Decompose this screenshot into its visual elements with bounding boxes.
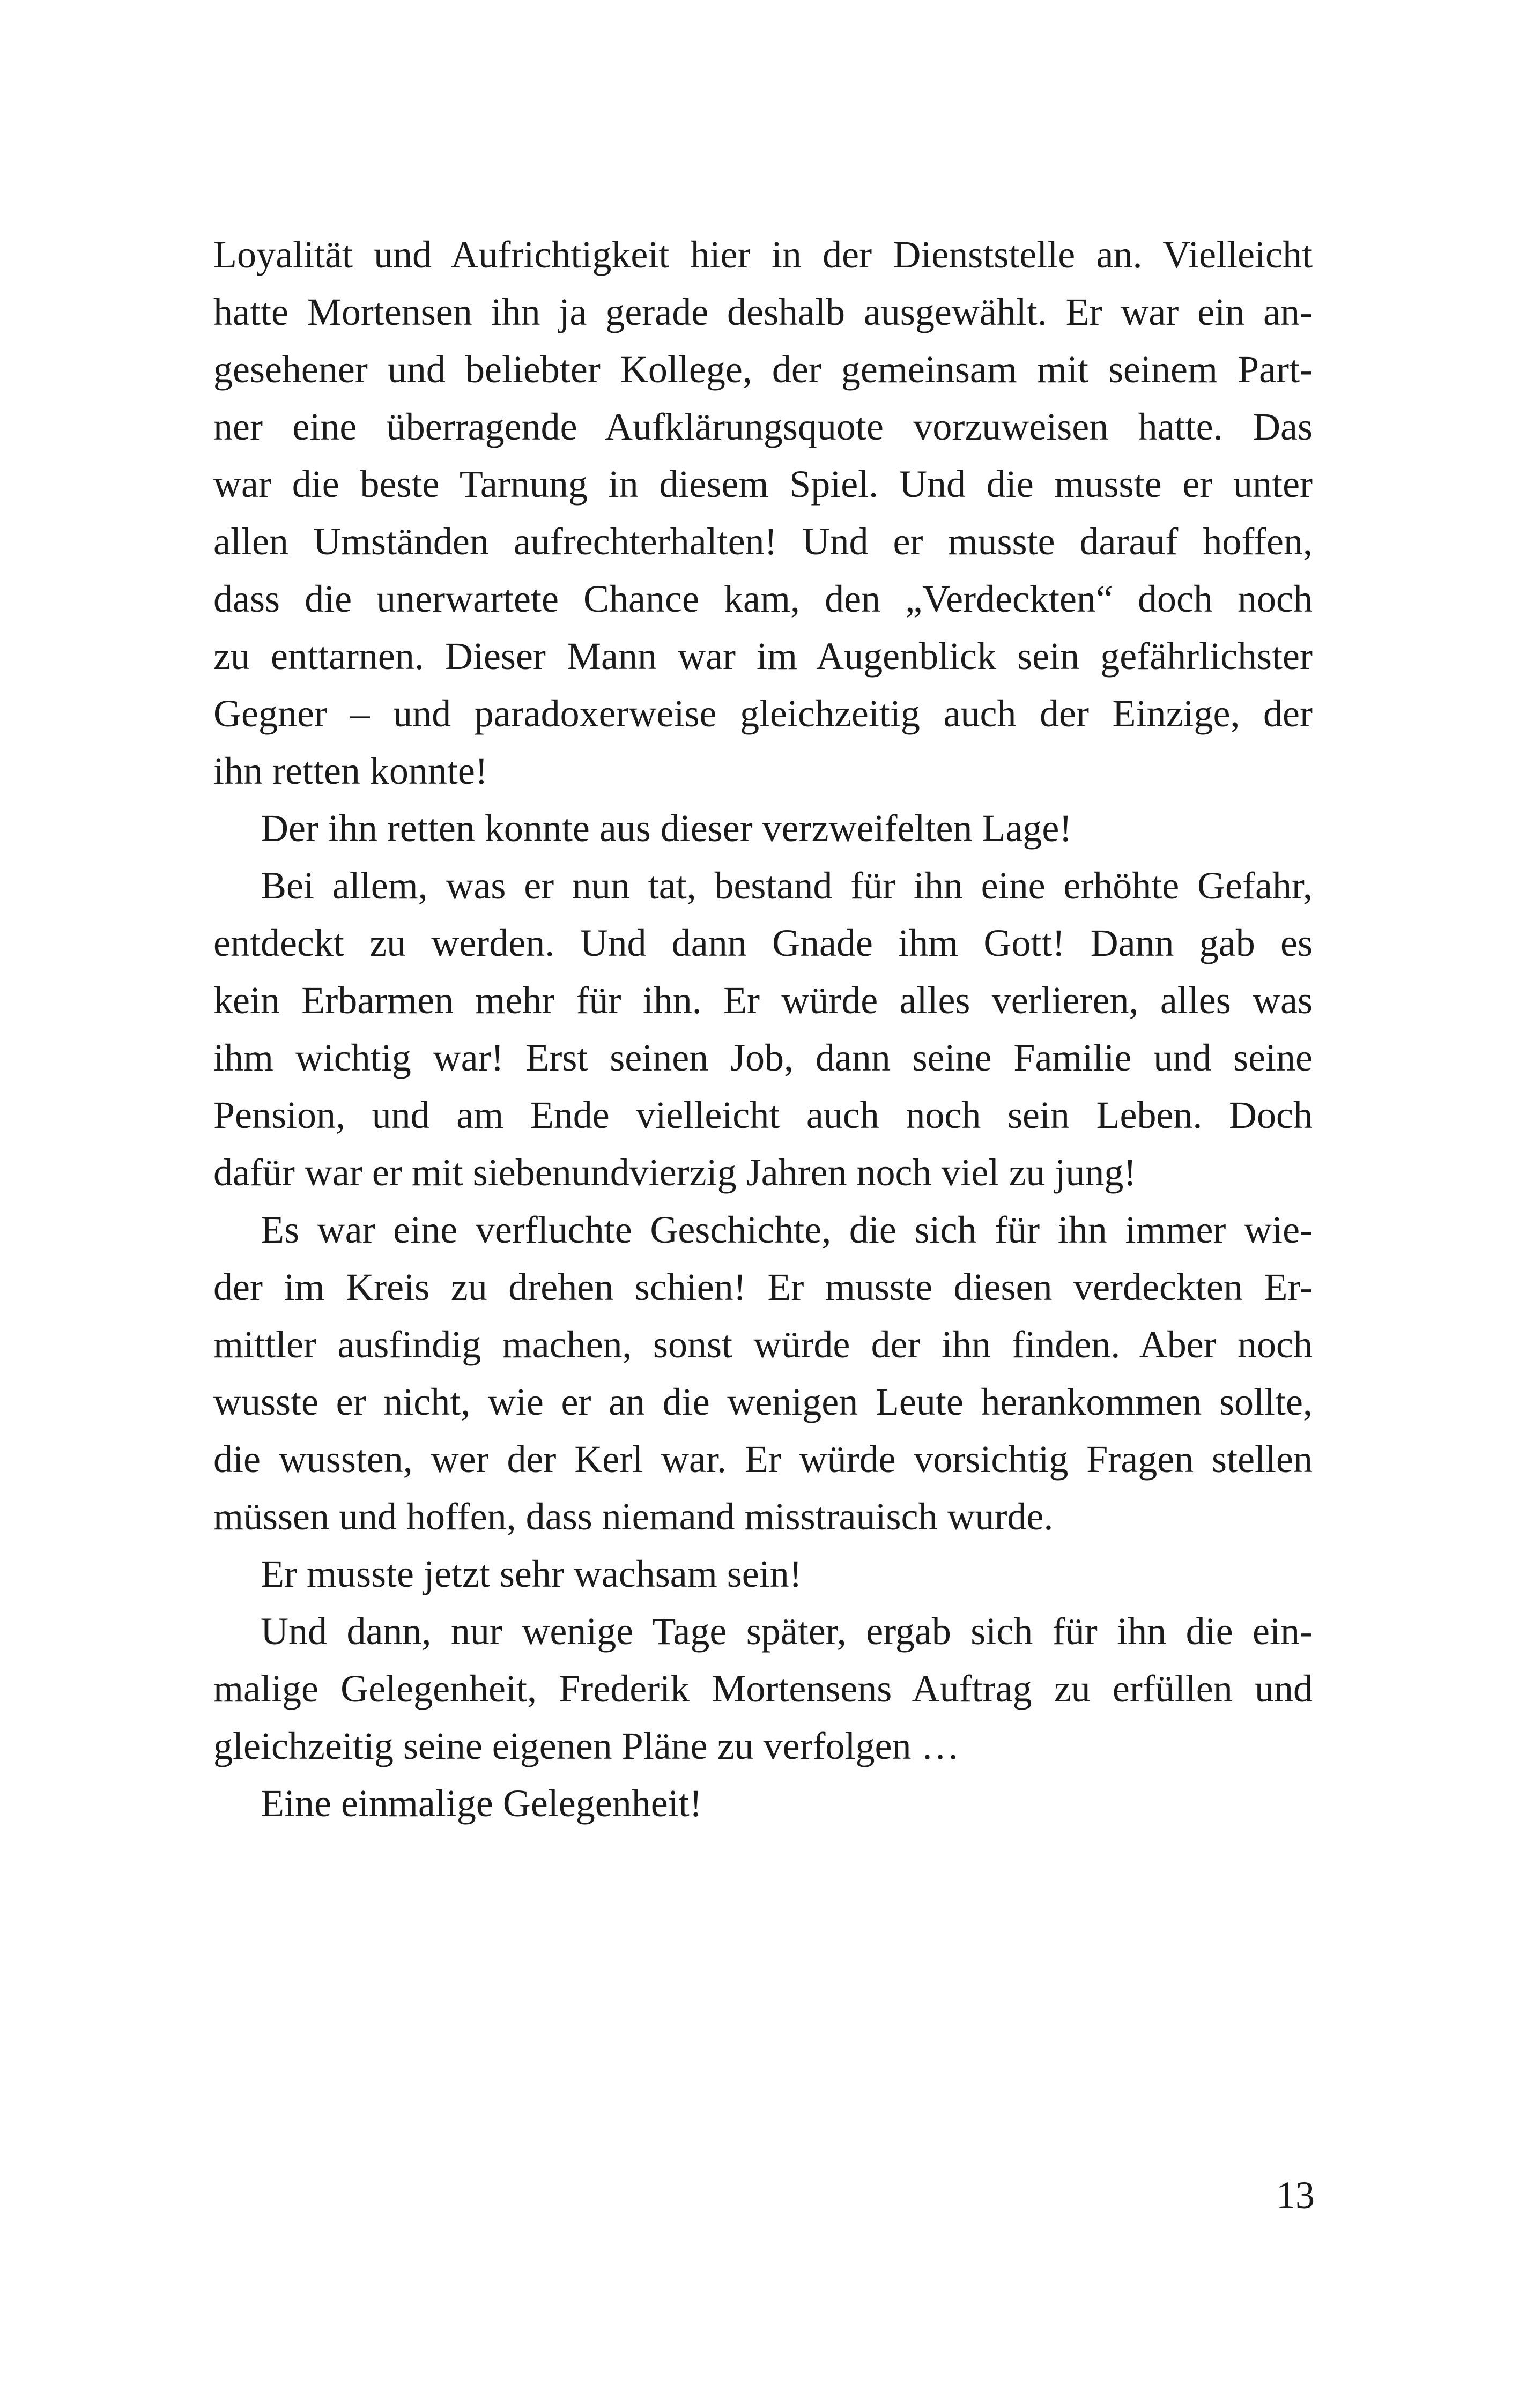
text-line: allen Umständen aufrechterhalten! Und er musste darauf hoffen, [213, 520, 1313, 563]
text-line: Pension, und am Ende vielleicht auch noch sein Leben. Doch [213, 1094, 1313, 1136]
text-line: müssen und hoffen, dass niemand misstrauisch wurde. [213, 1495, 1054, 1538]
text-line: Es war eine verfluchte Geschichte, die sich für ihn immer wie- [261, 1208, 1313, 1251]
text-line: malige Gelegenheit, Frederik Mortensens Auftrag zu erfüllen und [213, 1667, 1313, 1710]
text-line: gleichzeitig seine eigenen Pläne zu verfolgen … [213, 1725, 960, 1767]
text-line: dass die unerwartete Chance kam, den „Verdeckten“ doch noch [213, 577, 1313, 620]
text-line: entdeckt zu werden. Und dann Gnade ihm Gott! Dann gab es [213, 921, 1313, 964]
text-line: dafür war er mit siebenundvierzig Jahren noch viel zu jung! [213, 1151, 1137, 1194]
text-line: gesehener und beliebter Kollege, der gemeinsam mit seinem Part- [213, 348, 1313, 391]
text-line: Eine einmalige Gelegenheit! [261, 1782, 702, 1825]
body-text [213, 226, 1313, 1832]
text-line: kein Erbarmen mehr für ihn. Er würde alles verlieren, alles was [213, 979, 1313, 1022]
text-line: Gegner – und paradoxerweise gleichzeitig auch der Einzige, der [213, 692, 1313, 735]
text-line: hatte Mortensen ihn ja gerade deshalb ausgewählt. Er war ein an- [213, 291, 1313, 333]
text-line: der im Kreis zu drehen schien! Er musste diesen verdeckten Er- [213, 1266, 1313, 1309]
page-number: 13 [1276, 2174, 1315, 2217]
text-line: wusste er nicht, wie er an die wenigen Leute herankommen sollte, [213, 1380, 1313, 1423]
text-line: die wussten, wer der Kerl war. Er würde vorsichtig Fragen stellen [213, 1438, 1313, 1481]
text-line: Der ihn retten konnte aus dieser verzweifelten Lage! [261, 807, 1072, 850]
text-line: mittler ausfindig machen, sonst würde der ihn finden. Aber noch [213, 1323, 1313, 1366]
text-line: Er musste jetzt sehr wachsam sein! [261, 1552, 802, 1595]
text-line: zu enttarnen. Dieser Mann war im Augenblick sein gefährlichster [213, 635, 1313, 678]
text-line: Loyalität und Aufrichtigkeit hier in der Dienststelle an. Vielleicht [213, 233, 1313, 276]
text-line: Bei allem, was er nun tat, bestand für ihn eine erhöhte Gefahr, [261, 864, 1313, 907]
text-line: Und dann, nur wenige Tage später, ergab sich für ihn die ein- [261, 1610, 1313, 1653]
text-line: ihm wichtig war! Erst seinen Job, dann seine Familie und seine [213, 1036, 1313, 1079]
text-line: ner eine überragende Aufklärungsquote vorzuweisen hatte. Das [213, 405, 1313, 448]
text-line: war die beste Tarnung in diesem Spiel. Und die musste er unter [213, 463, 1313, 506]
text-line: ihn retten konnte! [213, 749, 488, 792]
